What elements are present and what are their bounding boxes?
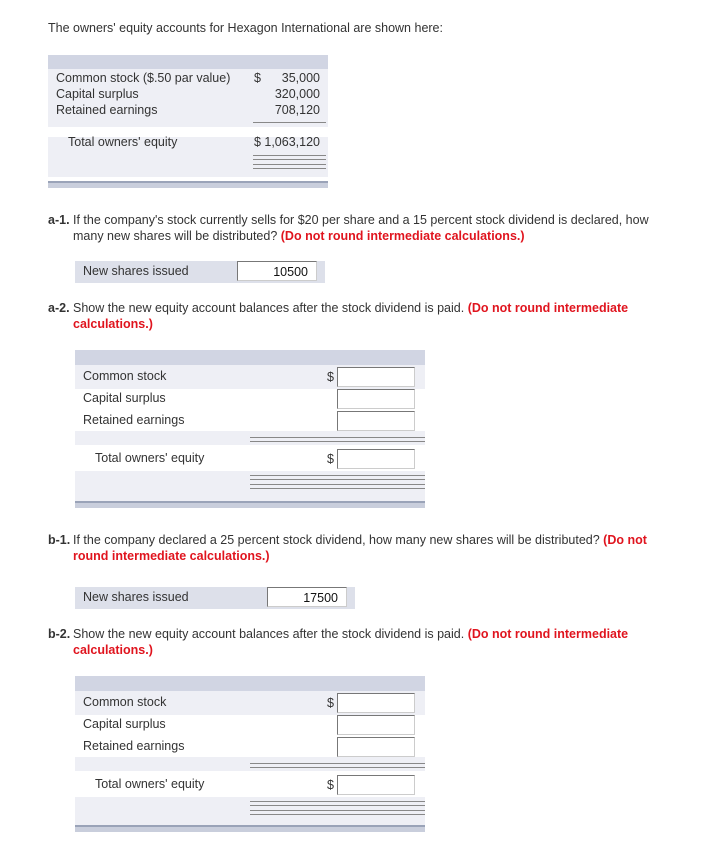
total-double-line	[253, 164, 326, 169]
question-text: Show the new equity account balances after the stock dividend is paid.	[73, 301, 465, 315]
row-capital-surplus-label: Capital surplus	[83, 391, 166, 405]
entry-table-a2	[75, 350, 425, 510]
total-double-line	[250, 810, 425, 815]
question-a1	[48, 212, 663, 244]
question-b1	[48, 532, 663, 564]
total-equity-input-b2[interactable]	[337, 775, 415, 795]
row-retained-earnings-label: Retained earnings	[56, 103, 158, 117]
question-note: (Do not round intermediate calculations.)	[73, 627, 629, 657]
equity-table	[48, 55, 328, 189]
dollar-sign: $	[327, 696, 334, 710]
new-shares-input-b1[interactable]: 17500	[267, 587, 347, 607]
answer-label: New shares issued	[83, 264, 189, 278]
total-double-line	[250, 475, 425, 480]
question-note: (Do not round intermediate calculations.)	[73, 301, 629, 331]
dollar-sign: $	[327, 778, 334, 792]
common-stock-input-a2[interactable]	[337, 367, 415, 387]
question-label: b-1.	[48, 533, 71, 547]
dollar-sign: $	[327, 370, 334, 384]
total-double-line	[250, 801, 425, 806]
question-text: If the company declared a 25 percent stock dividend, how many new shares will be distributed?	[73, 533, 600, 547]
answer-label: New shares issued	[83, 590, 189, 604]
capital-surplus-input-b2[interactable]	[337, 715, 415, 735]
intro-text: The owners' equity accounts for Hexagon International are shown here:	[48, 21, 443, 35]
new-shares-input-a1[interactable]: 10500	[237, 261, 317, 281]
question-b2	[48, 626, 663, 658]
total-equity-label: Total owners' equity	[68, 135, 178, 149]
table-footer-bar	[75, 825, 425, 832]
subtotal-line	[250, 437, 425, 442]
retained-earnings-input-a2[interactable]	[337, 411, 415, 431]
answer-b1	[75, 587, 355, 609]
capital-surplus-input-a2[interactable]	[337, 389, 415, 409]
table-header-bar	[48, 55, 328, 69]
total-equity-value: $ 1,063,120	[253, 135, 320, 149]
subtotal-line	[250, 763, 425, 768]
dollar-sign: $	[327, 452, 334, 466]
row-retained-earnings-value: 708,120	[274, 103, 320, 117]
total-double-line	[250, 484, 425, 489]
row-capital-surplus-label: Capital surplus	[83, 717, 166, 731]
question-note: (Do not round intermediate calculations.)	[73, 533, 647, 563]
row-common-stock-label: Common stock ($.50 par value)	[56, 71, 231, 85]
total-equity-input-a2[interactable]	[337, 449, 415, 469]
entry-table-b2	[75, 676, 425, 836]
row-common-stock-label: Common stock	[83, 695, 167, 709]
question-note: (Do not round intermediate calculations.)	[280, 229, 525, 243]
row-capital-surplus-label: Capital surplus	[56, 87, 139, 101]
total-equity-label: Total owners' equity	[95, 451, 205, 465]
common-stock-input-b2[interactable]	[337, 693, 415, 713]
retained-earnings-input-b2[interactable]	[337, 737, 415, 757]
subtotal-line	[253, 122, 326, 123]
question-a2	[48, 300, 663, 332]
row-capital-surplus-value: 320,000	[274, 87, 320, 101]
total-double-line	[253, 155, 326, 160]
question-label: a-1.	[48, 213, 70, 227]
question-text: If the company's stock currently sells for $20 per share and a 15 percent stock dividend is declared, how many new shares will be distributed?	[73, 213, 649, 243]
table-footer-bar	[48, 181, 328, 188]
row-common-stock-value: 35,000	[281, 71, 320, 85]
row-common-stock-label: Common stock	[83, 369, 167, 383]
row-retained-earnings-label: Retained earnings	[83, 739, 185, 753]
table-header-bar	[75, 676, 425, 691]
question-label: a-2.	[48, 301, 70, 315]
answer-a1	[75, 261, 325, 283]
dollar-sign: $	[254, 71, 261, 85]
row-retained-earnings-label: Retained earnings	[83, 413, 185, 427]
question-label: b-2.	[48, 627, 71, 641]
total-equity-label: Total owners' equity	[95, 777, 205, 791]
table-header-bar	[75, 350, 425, 365]
question-text: Show the new equity account balances after the stock dividend is paid.	[73, 627, 465, 641]
table-footer-bar	[75, 501, 425, 508]
